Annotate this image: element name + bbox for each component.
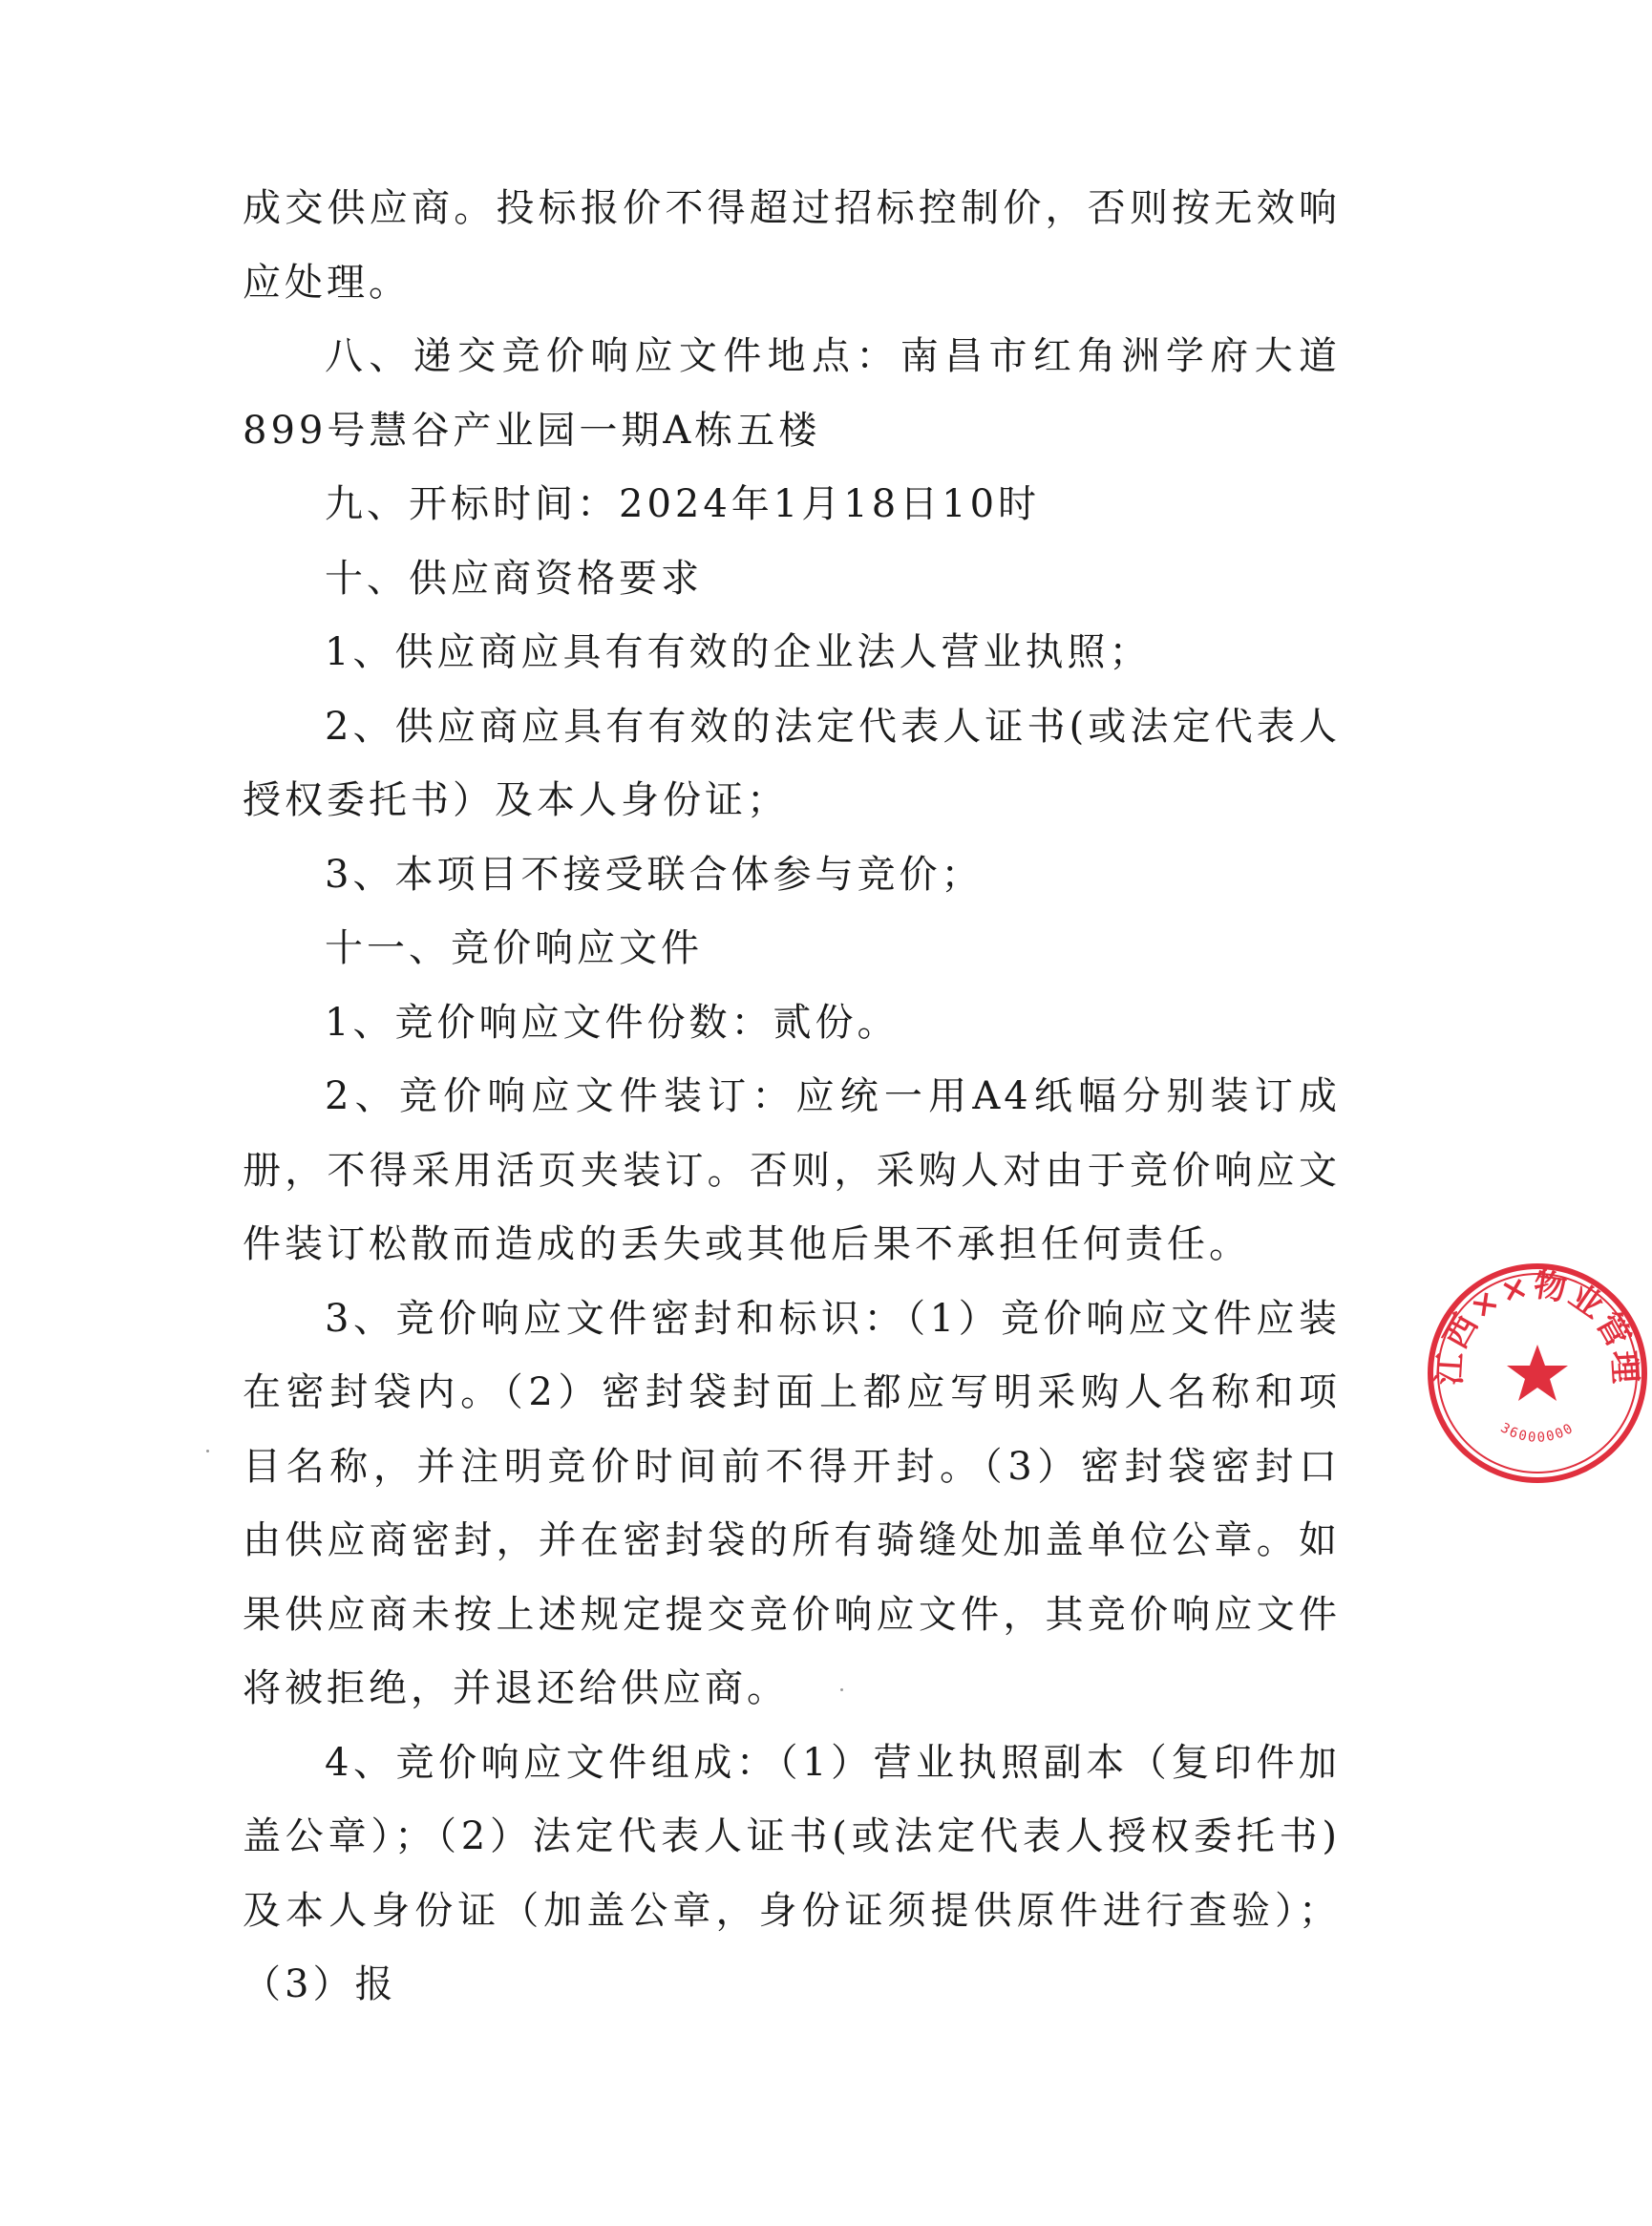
paragraph-section-10-heading: 十、供应商资格要求 xyxy=(325,556,703,601)
paragraph-section-8-location: 八、递交竞价响应文件地点：南昌市红角洲学府大道899号慧谷产业园一期A栋五楼 xyxy=(243,334,1341,453)
company-seal xyxy=(1423,1259,1652,1488)
paragraph-section-11-item-2: 2、竞价响应文件装订：应统一用A4纸幅分别装订成册，不得采用活页夹装订。否则，采购人对由于竞价响应文件装订松散而造成的丢失或其他后果不承担任何责任。 xyxy=(243,1074,1341,1266)
paragraph-section-11-item-3: 3、竞价响应文件密封和标识：（1）竞价响应文件应装在密封袋内。（2）密封袋封面上都应写明采购人名称和项目名称，并注明竞价时间前不得开封。（3）密封袋密封口由供应商密封，并在密封袋的所有骑缝处加盖单位公章。如果供应商未按上述规定提交竞价响应文件，其竞价响应文件将被拒绝，并退还给供应商。 xyxy=(243,1296,1341,1710)
seal-arc-text: 江西××物业管理 xyxy=(1430,1265,1644,1387)
paragraph-award-continued: 成交供应商。投标报价不得超过招标控制价，否则按无效响应处理。 xyxy=(243,186,1341,305)
paragraph-section-10-item-3: 3、本项目不接受联合体参与竞价； xyxy=(325,852,984,897)
paragraph-section-10-item-2: 2、供应商应具有有效的法定代表人证书(或法定代表人授权委托书）及本人身份证； xyxy=(243,704,1341,822)
paragraph-section-11-heading: 十一、竞价响应文件 xyxy=(325,926,703,970)
paragraph-section-11-item-1: 1、竞价响应文件份数：贰份。 xyxy=(325,1000,900,1045)
star-icon xyxy=(1507,1345,1568,1401)
scan-speck xyxy=(840,1688,843,1691)
scan-speck xyxy=(206,1450,209,1452)
paragraph-section-9-opening-time: 九、开标时间：2024年1月18日10时 xyxy=(325,482,1041,526)
document-body xyxy=(243,172,1341,2023)
seal-number: 36000000 xyxy=(1497,1420,1578,1446)
paragraph-section-11-item-4: 4、竞价响应文件组成：（1）营业执照副本（复印件加盖公章）；（2）法定代表人证书(或法定代表人授权委托书)及本人身份证（加盖公章，身份证须提供原件进行查验）；（3）报 xyxy=(243,1740,1341,2006)
paragraph-section-10-item-1: 1、供应商应具有有效的企业法人营业执照； xyxy=(325,630,1152,674)
